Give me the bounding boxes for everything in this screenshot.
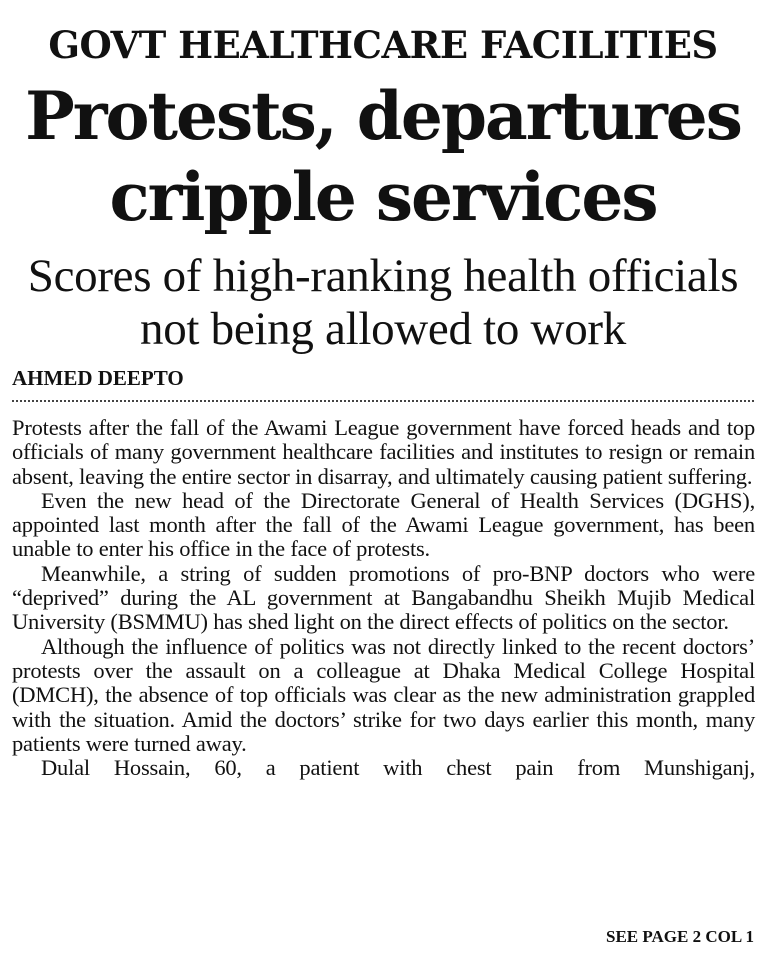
dotted-divider	[12, 400, 754, 402]
paragraph-5: Dulal Hossain, 60, a patient with chest pain from Munshiganj,	[41, 755, 755, 781]
paragraph-4: Although the influence of politics was not directly linked to the recent doctors’ protests over the assault on a colleague at Dhaka Medical College Hospital (DMCH), the absence of top officials was clear as the new administration grappled with the situation. Amid the doctors’ strike for two days earlier this month, many patients were turned away.	[12, 633, 755, 756]
headline: Protests, departures cripple services	[25, 77, 741, 236]
byline: AHMED DEEPTO	[12, 366, 184, 390]
jump-line: SEE PAGE 2 COL 1	[606, 927, 754, 946]
paragraph-2: Even the new head of the Directorate General of Health Services (DGHS), appointed last month after the fall of the Awami League government, has been unable to enter his office in the face of protests.	[12, 487, 755, 562]
paragraph-3: Meanwhile, a string of sudden promotions of pro-BNP doctors who were “deprived” during the AL government at Bangabandhu Sheikh Mujib Medical University (BSMMU) has shed light on the direct effects of politics on the sector.	[12, 560, 755, 635]
paragraph-1: Protests after the fall of the Awami League government have forced heads and top officials of many government healthcare facilities and institutes to resign or remain absent, leaving the entire sector in disarray, and ultimately causing patient suffering.	[12, 415, 755, 489]
kicker: GOVT HEALTHCARE FACILITIES	[48, 23, 718, 67]
subheadline: Scores of high-ranking health officials not being allowed to work	[27, 250, 739, 355]
article-body	[12, 416, 755, 780]
